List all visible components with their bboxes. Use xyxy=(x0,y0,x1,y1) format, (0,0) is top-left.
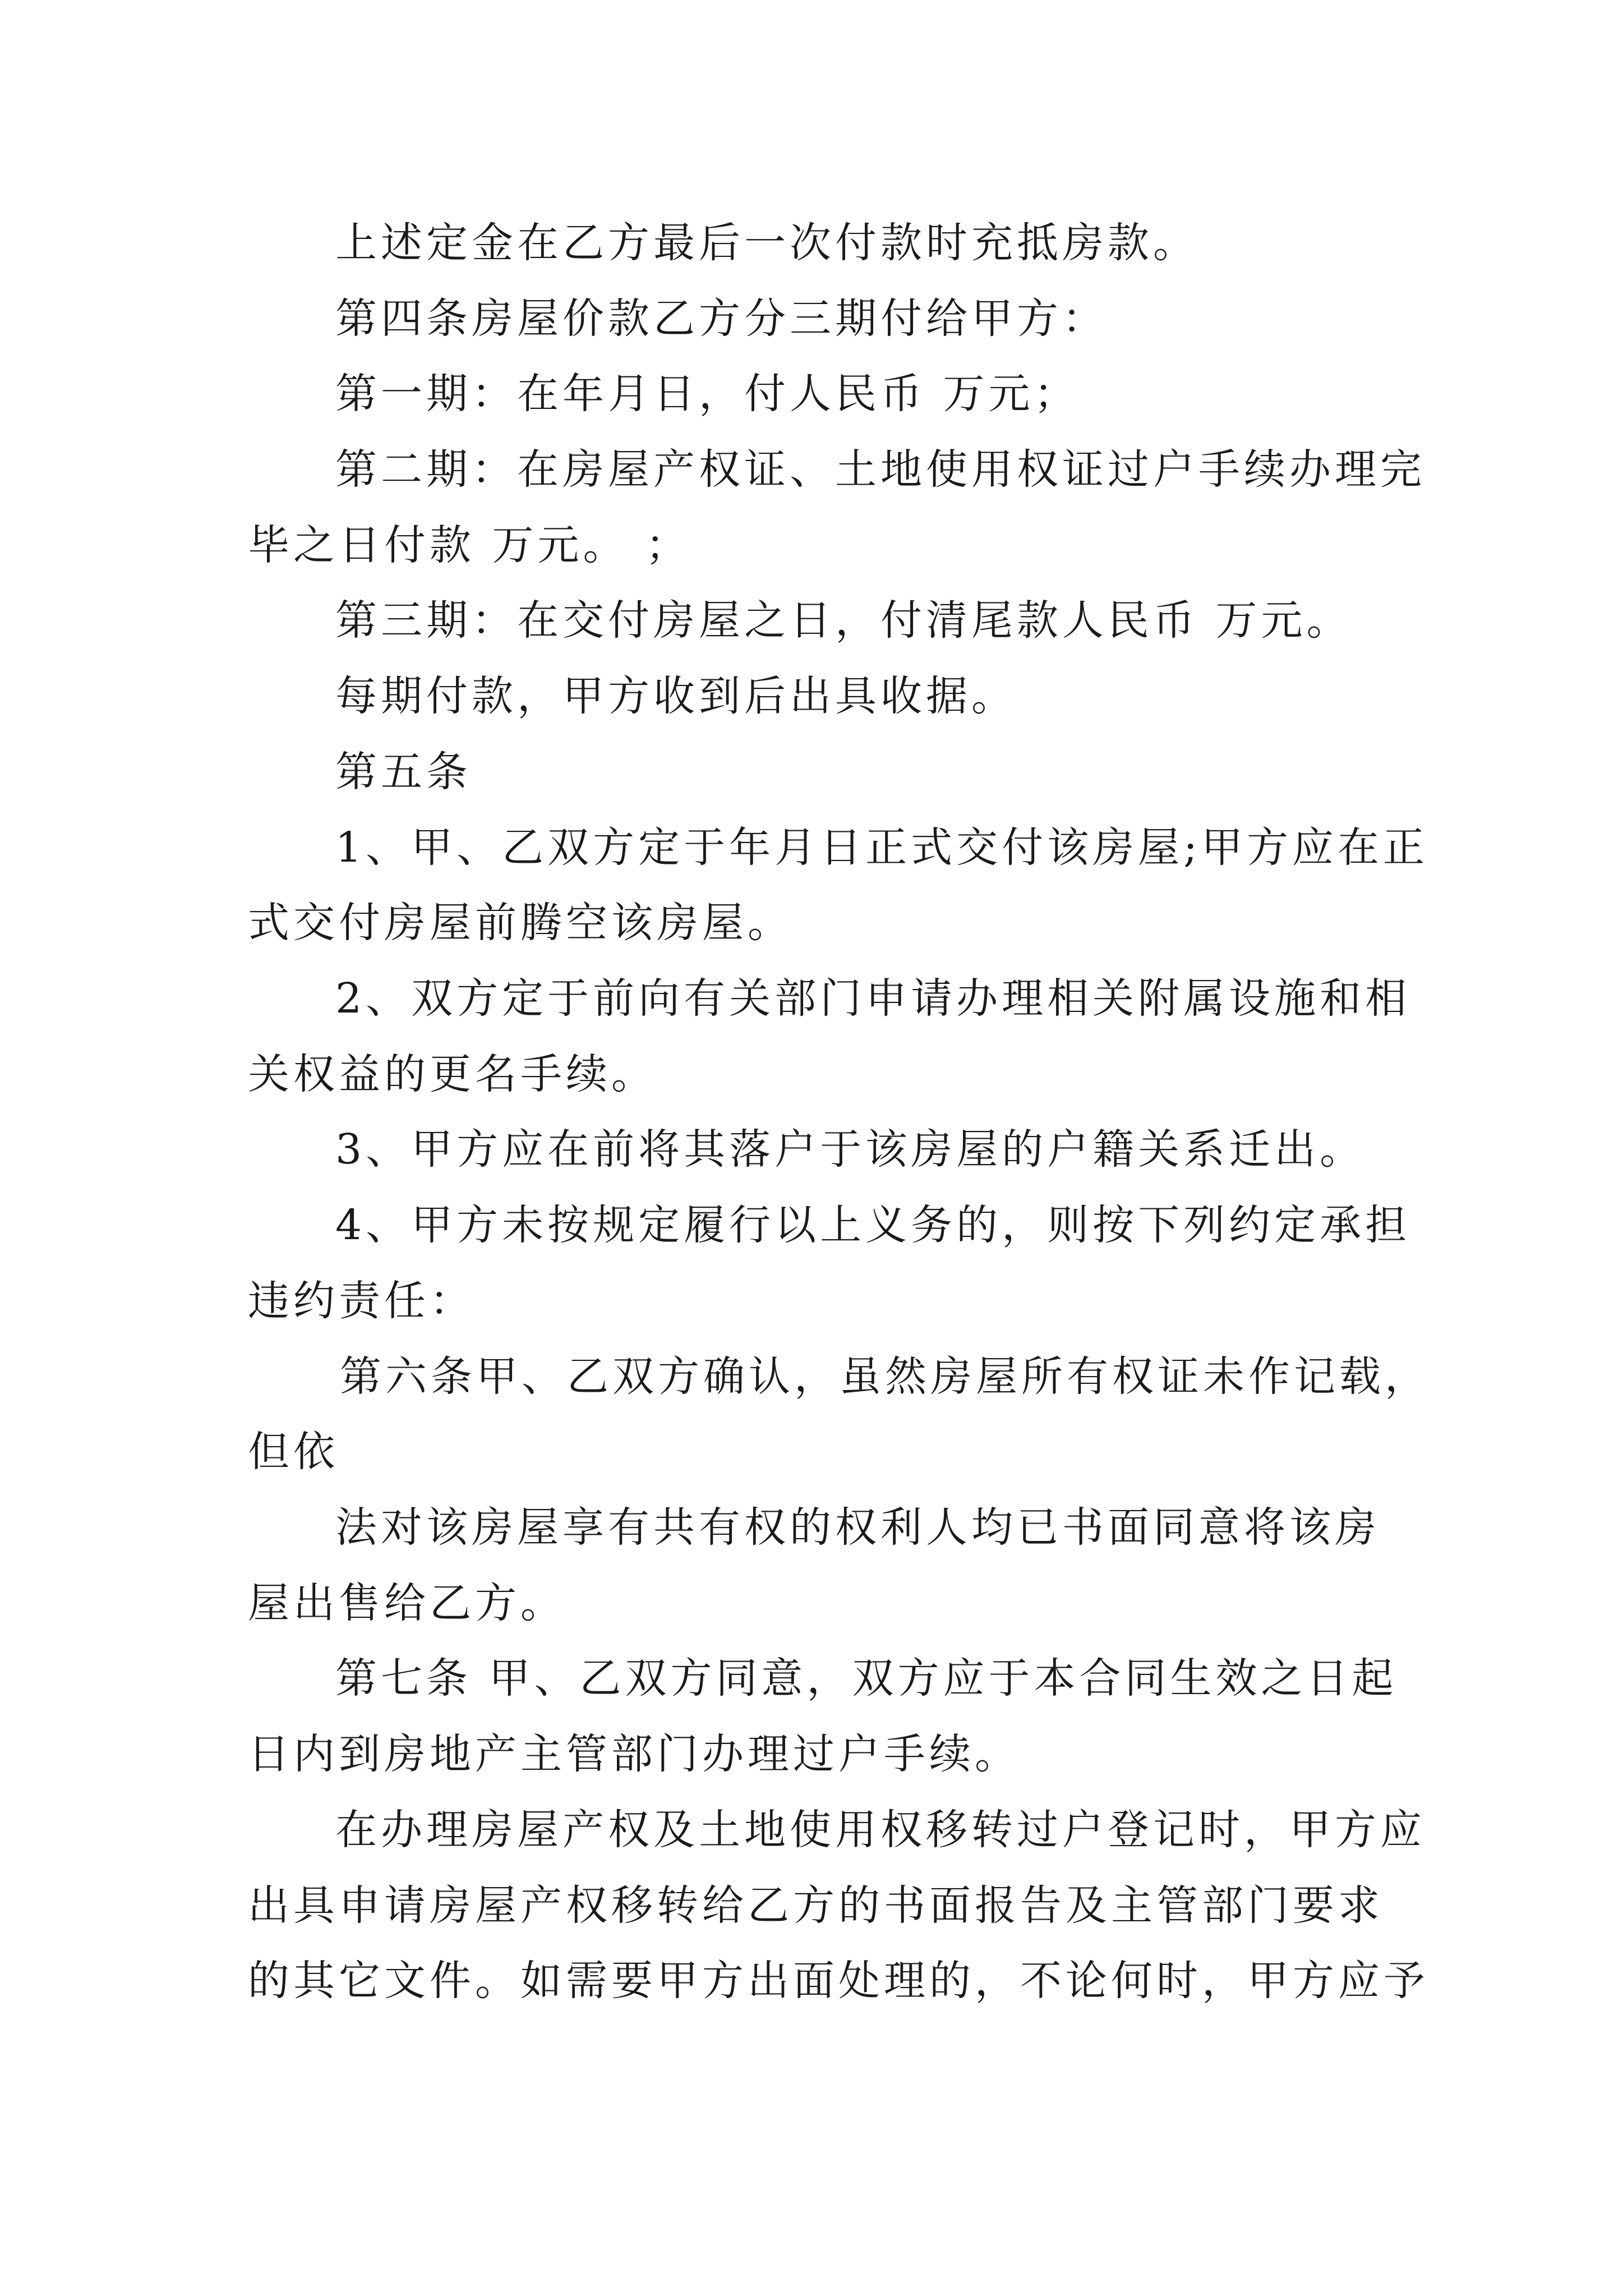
text-line: 第一期：在年月日，付人民币 万元； xyxy=(335,370,1080,418)
text-line: 第五条 xyxy=(335,748,472,796)
text-line: 1、甲、乙双方定于年月日正式交付该房屋;甲方应在正 xyxy=(335,823,1429,872)
text-line: 屋出售给乙方。 xyxy=(248,1579,566,1627)
text-line: 在办理房屋产权及土地使用权移转过户登记时，甲方应 xyxy=(335,1806,1426,1854)
text-line: 上述定金在乙方最后一次付款时充抵房款。 xyxy=(335,219,1198,267)
text-line: 2、双方定于前向有关部门申请办理相关附属设施和相 xyxy=(335,974,1411,1023)
text-line: 第六条甲、乙双方确认，虽然房屋所有权证未作记载， xyxy=(340,1352,1430,1401)
text-line: 式交付房屋前腾空该房屋。 xyxy=(248,899,793,947)
text-line: 日内到房地产主管部门办理过户手续。 xyxy=(248,1730,1020,1778)
text-line: 但依 xyxy=(248,1428,339,1476)
text-line: 违约责任： xyxy=(248,1277,475,1325)
text-line: 关权益的更名手续。 xyxy=(248,1050,657,1098)
text-line: 毕之日付款 万元。 ； xyxy=(248,521,691,569)
text-line: 第七条 甲、乙双方同意，双方应于本合同生效之日起 xyxy=(335,1654,1398,1703)
text-line: 4、甲方未按规定履行以上义务的，则按下列约定承担 xyxy=(335,1201,1411,1249)
text-line: 的其它文件。如需要甲方出面处理的，不论何时，甲方应予 xyxy=(248,1957,1429,2005)
text-line: 法对该房屋享有共有权的权利人均已书面同意将该房 xyxy=(335,1503,1380,1552)
text-line: 出具申请房屋产权移转给乙方的书面报告及主管部门要求 xyxy=(248,1881,1384,1930)
text-line: 第二期：在房屋产权证、土地使用权证过户手续办理完 xyxy=(335,445,1426,494)
text-line: 每期付款，甲方收到后出具收据。 xyxy=(335,672,1017,720)
text-line: 第三期：在交付房屋之日，付清尾款人民币 万元。 xyxy=(335,596,1352,645)
text-line: 3、甲方应在前将其落户于该房屋的户籍关系迁出。 xyxy=(335,1125,1366,1174)
text-line: 第四条房屋价款乙方分三期付给甲方： xyxy=(335,295,1108,343)
